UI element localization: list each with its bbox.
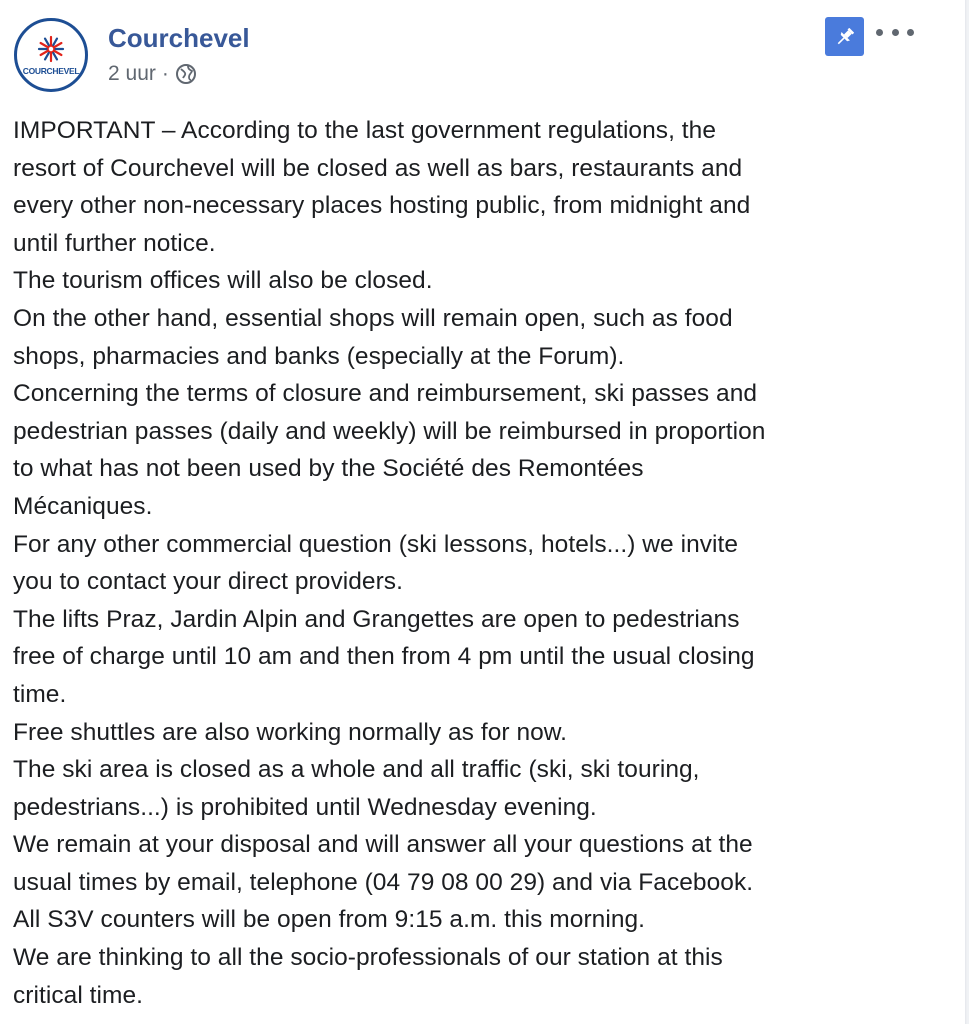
- post-line: The tourism offices will also be closed.: [13, 267, 433, 295]
- post-line: On the other hand, essential shops will remain open, such as food: [13, 304, 733, 332]
- post-line: pedestrian passes (daily and weekly) will be reimbursed in proportion: [13, 417, 766, 445]
- post-body: [13, 112, 913, 1014]
- more-options-icon[interactable]: [876, 20, 914, 44]
- snowflake-logo-icon: [36, 34, 66, 64]
- post-line: Mécaniques.: [13, 492, 153, 520]
- page-name-link[interactable]: Courchevel: [108, 23, 250, 53]
- post-line: until further notice.: [13, 229, 216, 257]
- pushpin-icon[interactable]: [825, 17, 864, 56]
- more-dot: [892, 29, 899, 36]
- post-line: free of charge until 10 am and then from 4 pm until the usual closing: [13, 643, 755, 671]
- post-line: Free shuttles are also working normally as for now.: [13, 718, 568, 746]
- post-line: The ski area is closed as a whole and all traffic (ski, ski touring,: [13, 756, 700, 784]
- post-line: Concerning the terms of closure and reimbursement, ski passes and: [13, 380, 758, 408]
- post-meta: [108, 62, 197, 86]
- more-dot: [907, 29, 914, 36]
- post-line: The lifts Praz, Jardin Alpin and Grangettes are open to pedestrians: [13, 605, 740, 633]
- post-line: We remain at your disposal and will answer all your questions at the: [13, 831, 753, 859]
- post-line: For any other commercial question (ski lessons, hotels...) we invite: [13, 530, 739, 558]
- post-line: to what has not been used by the Société des Remontées: [13, 455, 644, 483]
- post-line: pedestrians...) is prohibited until Wednesday evening.: [13, 793, 597, 821]
- post-line: time.: [13, 680, 67, 708]
- post-line: usual times by email, telephone (04 79 08 00 29) and via Facebook.: [13, 868, 754, 896]
- post-line: every other non-necessary places hosting public, from midnight and: [13, 192, 751, 220]
- post-line: IMPORTANT – According to the last government regulations, the: [13, 117, 717, 144]
- right-edge-divider: [927, 0, 969, 1024]
- globe-icon[interactable]: [175, 63, 197, 85]
- page-avatar[interactable]: [14, 18, 88, 92]
- post-line: All S3V counters will be open from 9:15 a.m. this morning.: [13, 906, 646, 934]
- post-line: you to contact your direct providers.: [13, 568, 403, 596]
- avatar-logo-text: COURCHEVEL: [22, 66, 80, 76]
- more-dot: [876, 29, 883, 36]
- post-line: shops, pharmacies and banks (especially at the Forum).: [13, 342, 625, 370]
- post-line: We are thinking to all the socio-professionals of our station at this: [13, 944, 723, 972]
- meta-separator: ·: [161, 62, 169, 85]
- post-line: resort of Courchevel will be closed as well as bars, restaurants and: [13, 154, 743, 182]
- post-timestamp[interactable]: 2 uur: [108, 62, 156, 85]
- post-line: critical time.: [13, 981, 144, 1009]
